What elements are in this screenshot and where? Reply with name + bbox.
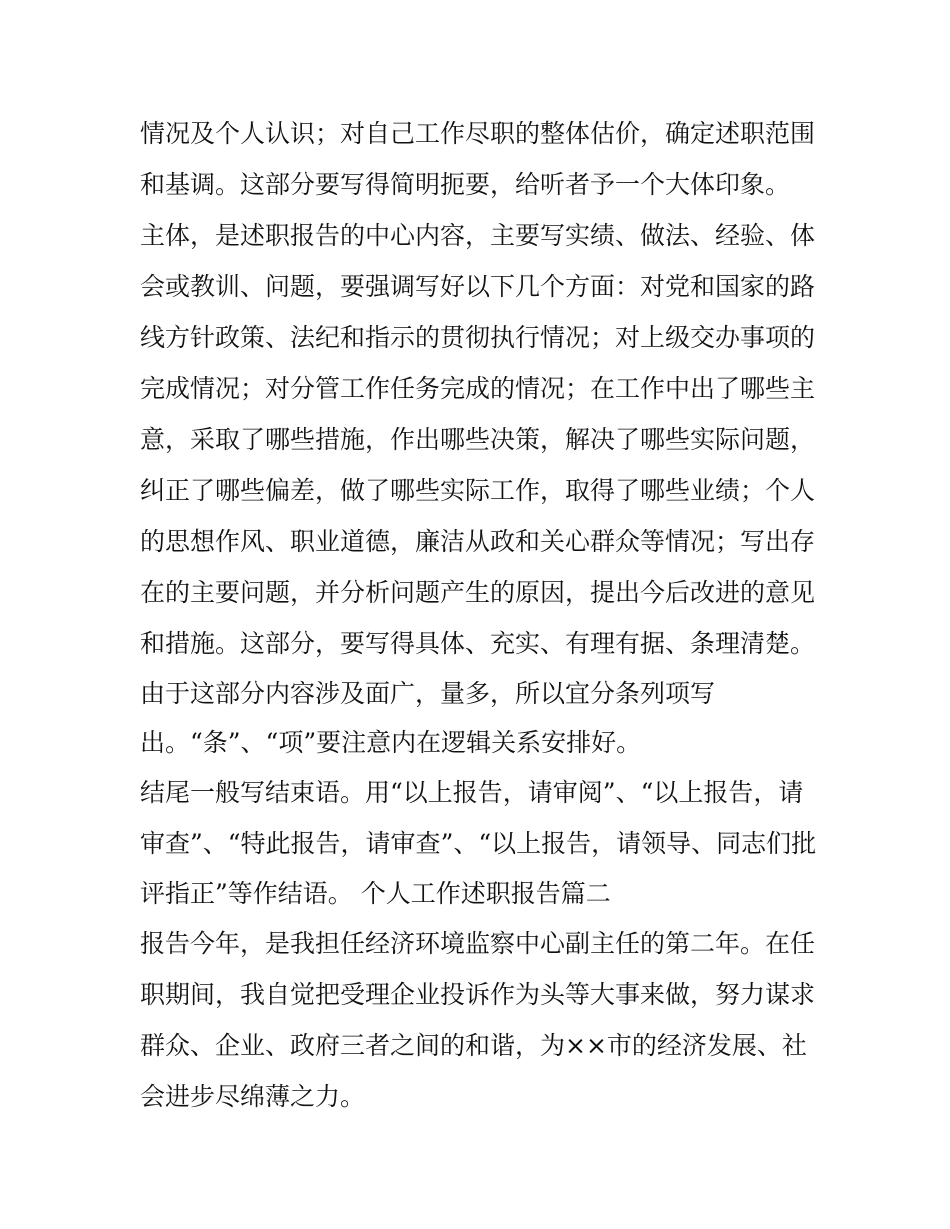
text-line: 情况及个人认识；对自己工作尽职的整体估价，确定述职范围 — [140, 119, 816, 148]
text-line: 报告今年，是我担任经济环境监察中心副主任的第二年。在任 — [140, 929, 816, 958]
text-line: 由于这部分内容涉及面广，量多，所以宜分条列项写 — [140, 679, 716, 708]
text-line: 完成情况；对分管工作任务完成的情况；在工作中出了哪些主 — [140, 374, 816, 403]
text-line: 和基调。这部分要写得简明扼要，给听者予一个大体印象。 — [140, 170, 791, 199]
text-line: 主体，是述职报告的中心内容，主要写实绩、做法、经验、体 — [140, 221, 816, 250]
text-line: 会进步尽绵薄之力。 — [140, 1082, 366, 1111]
text-line: 在的主要问题，并分析问题产生的原因，提出今后改进的意见 — [140, 578, 816, 607]
text-line: 纠正了哪些偏差，做了哪些实际工作，取得了哪些业绩；个人 — [140, 476, 816, 505]
text-line: 意，采取了哪些措施，作出哪些决策，解决了哪些实际问题， — [140, 425, 816, 454]
text-line: 审查”、“特此报告，请审查”、“以上报告，请领导、同志们批 — [140, 829, 817, 858]
text-line: 线方针政策、法纪和指示的贯彻执行情况；对上级交办事项的 — [140, 323, 816, 352]
document-body — [140, 108, 830, 1122]
text-line: 群众、企业、政府三者之间的和谐，为××市的经济发展、社 — [140, 1031, 807, 1060]
text-line: 的思想作风、职业道德，廉洁从政和关心群众等情况；写出存 — [140, 527, 816, 556]
text-line: 会或教训、问题，要强调写好以下几个方面：对党和国家的路 — [140, 272, 816, 301]
text-line: 结尾一般写结束语。用“以上报告，请审阅”、“以上报告，请 — [140, 778, 804, 807]
text-line: 出。“条”、“项”要注意内在逻辑关系安排好。 — [140, 728, 642, 757]
text-line: 职期间，我自觉把受理企业投诉作为头等大事来做，努力谋求 — [140, 980, 816, 1009]
text-line: 和措施。这部分，要写得具体、充实、有理有据、条理清楚。 — [140, 629, 816, 658]
text-line: 评指正”等作结语。 个人工作述职报告篇二 — [140, 879, 611, 908]
